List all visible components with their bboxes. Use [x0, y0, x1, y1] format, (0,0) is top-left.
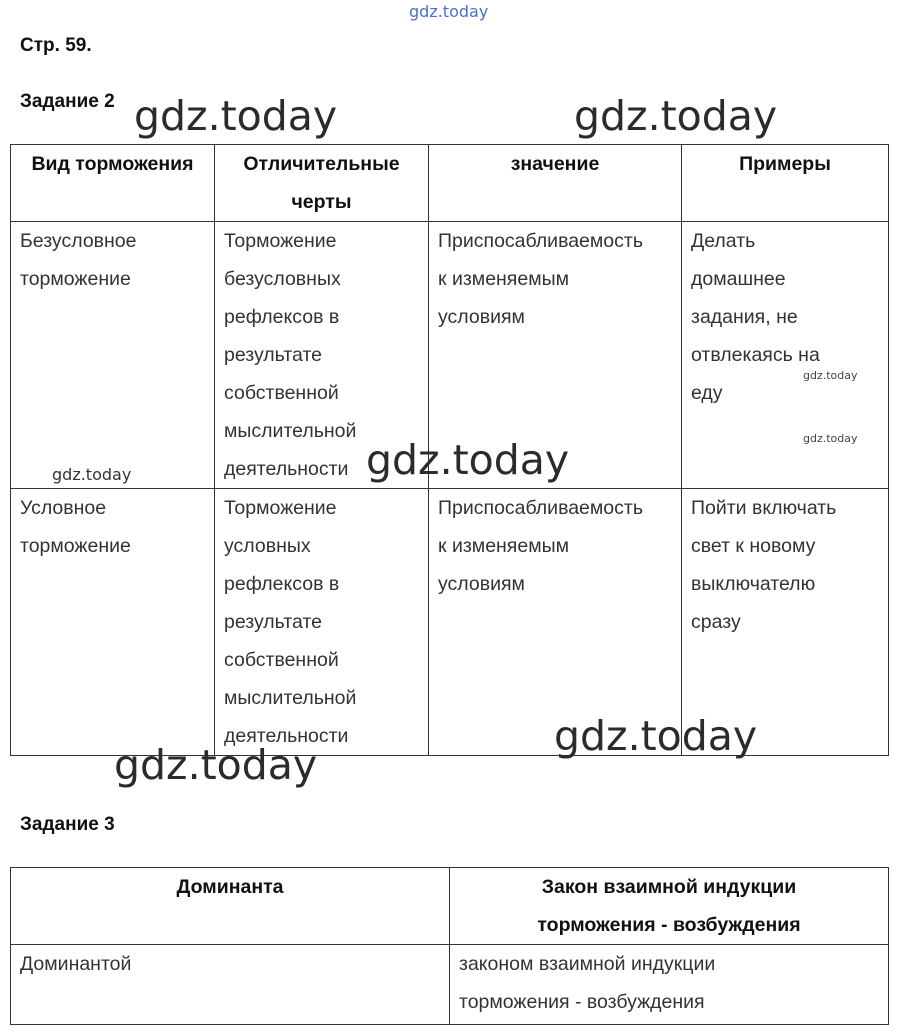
task2-title: Задание 2 [20, 91, 115, 112]
header-text: значение [510, 153, 600, 175]
cell-line: собственной [224, 382, 339, 404]
task2-header-meaning [429, 145, 682, 222]
cell-line: мыслительной [224, 420, 357, 442]
cell-line: Пойти включать [691, 497, 837, 519]
cell-meaning [429, 222, 682, 489]
cell-line: отвлекаясь на [691, 344, 820, 366]
watermark: gdz.today [554, 712, 758, 760]
watermark: gdz.today [803, 369, 858, 382]
cell-line: задания, не [691, 306, 798, 328]
cell-line: результате [224, 611, 323, 633]
cell-type [11, 489, 215, 756]
task2-table [10, 144, 889, 760]
watermark: gdz.today [574, 92, 778, 140]
header-text: Отличительные [243, 153, 400, 175]
cell-line: деятельности [224, 725, 349, 747]
cell-line: условиям [438, 306, 525, 328]
task2-header-features [215, 145, 429, 222]
cell-line: условиям [438, 573, 525, 595]
cell-line: законом взаимной индукции [459, 953, 716, 975]
cell-law [450, 945, 889, 1025]
cell-example [682, 222, 889, 489]
header-text: Примеры [739, 153, 831, 175]
task3-header-law [450, 868, 889, 945]
cell-line: Условное [20, 497, 107, 519]
cell-line: условных [224, 535, 311, 557]
watermark: gdz.today [803, 432, 858, 445]
cell-line: результате [224, 344, 323, 366]
header-text: Закон взаимной индукции [541, 876, 797, 898]
cell-line: еду [691, 382, 723, 404]
header-text: черты [291, 191, 352, 213]
header-text: Доминанта [176, 876, 284, 898]
cell-line: собственной [224, 649, 339, 671]
cell-line: к изменяемым [438, 535, 570, 557]
cell-line: торможение [20, 535, 131, 557]
cell-meaning [429, 489, 682, 756]
table-row [11, 222, 889, 489]
cell-line: домашнее [691, 268, 786, 290]
header-text: Вид торможения [31, 153, 194, 175]
cell-line: Доминантой [20, 953, 132, 975]
cell-line: Торможение [224, 230, 337, 252]
cell-features [215, 489, 429, 756]
cell-line: рефлексов в [224, 306, 340, 328]
cell-line: рефлексов в [224, 573, 340, 595]
cell-line: сразу [691, 611, 741, 633]
watermark: gdz.today [114, 741, 318, 789]
task2-header-type [11, 145, 215, 222]
cell-line: к изменяемым [438, 268, 570, 290]
watermark: gdz.today [366, 436, 570, 484]
watermark: gdz.today [52, 465, 132, 484]
cell-line: Приспосабливаемость [438, 230, 643, 252]
cell-line: выключателю [691, 573, 816, 595]
task2-header-row [11, 145, 889, 222]
cell-line: деятельности [224, 458, 349, 480]
header-text: торможения - возбуждения [537, 914, 801, 936]
cell-line: Приспосабливаемость [438, 497, 643, 519]
cell-features [215, 222, 429, 489]
cell-type [11, 222, 215, 489]
task3-table [10, 867, 889, 1025]
page-label: Стр. 59. [20, 35, 92, 56]
table-row [11, 489, 889, 756]
task2-header-examples [682, 145, 889, 222]
cell-dominant [11, 945, 450, 1025]
cell-line: мыслительной [224, 687, 357, 709]
table-row [11, 945, 889, 1025]
cell-line: торможения - возбуждения [459, 991, 705, 1013]
cell-example [682, 489, 889, 756]
cell-line: безусловных [224, 268, 341, 290]
watermark: gdz.today [134, 92, 338, 140]
cell-line: свет к новому [691, 535, 816, 557]
cell-line: Безусловное [20, 230, 137, 252]
task3-header-row [11, 868, 889, 945]
cell-line: Делать [691, 230, 756, 252]
cell-line: Торможение [224, 497, 337, 519]
top-watermark: gdz.today [409, 2, 489, 21]
task3-title: Задание 3 [20, 814, 115, 835]
task3-header-dominant [11, 868, 450, 945]
cell-line: торможение [20, 268, 131, 290]
